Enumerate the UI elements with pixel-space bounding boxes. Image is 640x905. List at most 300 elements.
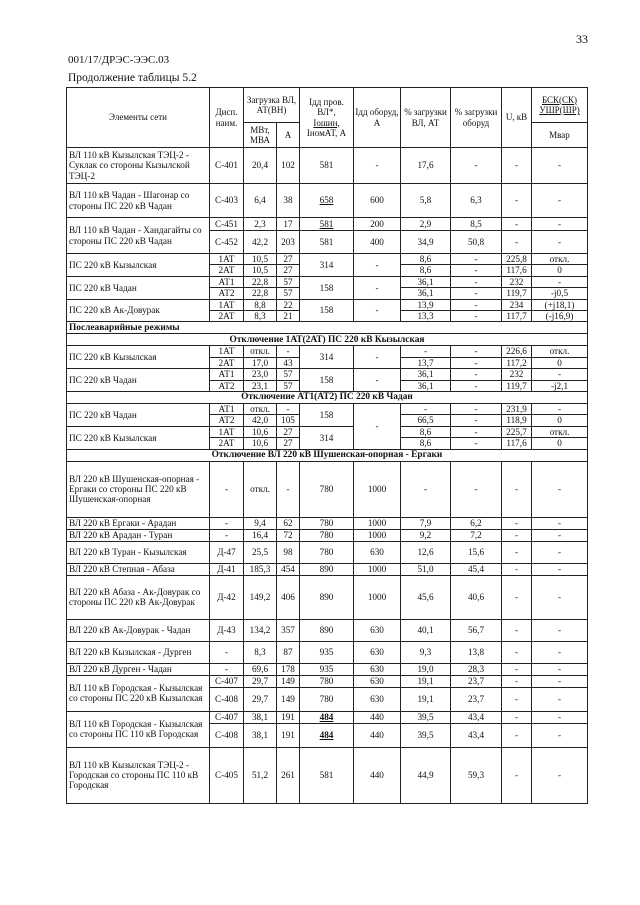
- cell-idd-prov: 581: [300, 218, 354, 231]
- cell-load-a: 57: [277, 288, 300, 299]
- table-row: [67, 541, 588, 563]
- cell-pct-obor: 59,3: [451, 747, 502, 803]
- cell-idd-obor: 630: [354, 687, 401, 711]
- cell-bsk: -: [532, 723, 588, 747]
- cell-element: ВЛ 220 кВ Туран - Кызылская: [67, 541, 210, 563]
- cell-element: ВЛ 220 кВ Ак-Довурак - Чадан: [67, 619, 210, 641]
- cell-pct-vl: -: [401, 346, 451, 357]
- cell-idd-prov: 780: [300, 529, 354, 541]
- cell-idd-obor: 200: [354, 218, 401, 231]
- cell-idd-obor: 630: [354, 541, 401, 563]
- cell-bsk: -: [532, 231, 588, 254]
- cell-bsk: -: [532, 619, 588, 641]
- cell-pct-obor: -: [451, 369, 502, 380]
- cell-load-mw: 25,5: [244, 541, 277, 563]
- cell-u: 119,7: [502, 288, 532, 299]
- cell-element: ВЛ 220 кВ Арадан - Туран: [67, 529, 210, 541]
- cell-pct-obor: 56,7: [451, 619, 502, 641]
- cell-idd-obor: 1000: [354, 517, 401, 529]
- cell-load-a: -: [277, 404, 300, 415]
- cell-load-a: 406: [277, 575, 300, 619]
- cell-idd-obor: -: [354, 276, 401, 299]
- cell-pct-obor: -: [451, 426, 502, 437]
- cell-pct-vl: 17,6: [401, 148, 451, 184]
- cell-bsk: 0: [532, 265, 588, 276]
- cell-disp: -: [210, 529, 244, 541]
- cell-element: ВЛ 220 кВ Ергаки - Арадан: [67, 517, 210, 529]
- cell-bsk: -: [532, 404, 588, 415]
- cell-disp: С-407: [210, 711, 244, 723]
- cell-pct-obor: -: [451, 380, 502, 391]
- cell-element: ВЛ 110 кВ Городская - Кызылская со стороны ПС 110 кВ Городская: [67, 711, 210, 747]
- cell-load-mw: 42,0: [244, 415, 277, 426]
- cell-disp: 2АТ: [210, 357, 244, 368]
- cell-bsk: 0: [532, 357, 588, 368]
- cell-disp: -: [210, 517, 244, 529]
- cell-load-mw: 8,8: [244, 299, 277, 310]
- section-row: [67, 449, 588, 461]
- cell-u: 226,6: [502, 346, 532, 357]
- cell-pct-obor: 6,3: [451, 184, 502, 218]
- cell-u: -: [502, 619, 532, 641]
- cell-pct-vl: 39,5: [401, 711, 451, 723]
- cell-load-a: 27: [277, 265, 300, 276]
- cell-load-a: 105: [277, 415, 300, 426]
- cell-load-a: 43: [277, 357, 300, 368]
- cell-pct-vl: 51,0: [401, 563, 451, 575]
- cell-load-a: 27: [277, 254, 300, 265]
- cell-bsk: -: [532, 711, 588, 723]
- cell-disp: С-451: [210, 218, 244, 231]
- cell-pct-vl: 40,1: [401, 619, 451, 641]
- cell-disp: 2АТ: [210, 311, 244, 322]
- cell-pct-obor: 15,6: [451, 541, 502, 563]
- cell-pct-obor: -: [451, 276, 502, 287]
- cell-disp: АТ1: [210, 369, 244, 380]
- table-row: [67, 148, 588, 184]
- cell-load-a: 102: [277, 148, 300, 184]
- cell-bsk: -: [532, 675, 588, 687]
- cell-idd-prov: 158: [300, 404, 354, 427]
- cell-load-mw: 29,7: [244, 687, 277, 711]
- cell-load-mw: 2,3: [244, 218, 277, 231]
- cell-element: ВЛ 220 кВ Кызылская - Дурген: [67, 641, 210, 663]
- cell-load-mw: 20,4: [244, 148, 277, 184]
- cell-idd-prov: 581: [300, 231, 354, 254]
- cell-load-a: 178: [277, 663, 300, 675]
- cell-load-mw: 10,5: [244, 265, 277, 276]
- cell-u: 231,9: [502, 404, 532, 415]
- cell-idd-obor: 1000: [354, 529, 401, 541]
- cell-u: 225,8: [502, 254, 532, 265]
- cell-pct-obor: -: [451, 311, 502, 322]
- cell-pct-vl: 39,5: [401, 723, 451, 747]
- cell-u: -: [502, 517, 532, 529]
- header-idd-obor: Iдд оборуд, А: [354, 88, 401, 148]
- cell-u: 232: [502, 369, 532, 380]
- cell-u: 119,7: [502, 380, 532, 391]
- cell-load-a: 357: [277, 619, 300, 641]
- cell-pct-vl: 5,8: [401, 184, 451, 218]
- cell-bsk: откл.: [532, 346, 588, 357]
- cell-load-a: 454: [277, 563, 300, 575]
- table-body: [67, 148, 588, 804]
- cell-pct-obor: 13,8: [451, 641, 502, 663]
- cell-load-a: 27: [277, 426, 300, 437]
- cell-element: ВЛ 110 кВ Кызылская ТЭЦ-2 - Суклак со стороны Кызылской ТЭЦ-2: [67, 148, 210, 184]
- cell-pct-obor: -: [451, 265, 502, 276]
- cell-u: -: [502, 723, 532, 747]
- cell-bsk: 0: [532, 415, 588, 426]
- cell-load-mw: откл.: [244, 404, 277, 415]
- cell-load-a: -: [277, 346, 300, 357]
- cell-pct-vl: 8,6: [401, 265, 451, 276]
- cell-pct-obor: -: [451, 346, 502, 357]
- header-load-mw: МВт, МВА: [244, 123, 277, 148]
- cell-disp: -: [210, 461, 244, 517]
- cell-bsk: -: [532, 218, 588, 231]
- cell-u: 118,9: [502, 415, 532, 426]
- cell-disp: АТ2: [210, 288, 244, 299]
- cell-disp: 1АТ: [210, 254, 244, 265]
- section-row: [67, 392, 588, 404]
- cell-disp: С-401: [210, 148, 244, 184]
- section-row: [67, 322, 588, 334]
- header-load: Загрузка ВЛ, АТ(ВН): [244, 88, 300, 123]
- cell-idd-obor: 1000: [354, 461, 401, 517]
- cell-load-mw: 9,4: [244, 517, 277, 529]
- header-load-a: А: [277, 123, 300, 148]
- cell-element: ВЛ 110 кВ Городская - Кызылская со стороны ПС 220 кВ Кызылская: [67, 675, 210, 711]
- cell-bsk: -: [532, 148, 588, 184]
- cell-load-a: 149: [277, 687, 300, 711]
- cell-idd-obor: 1000: [354, 575, 401, 619]
- cell-idd-prov: 890: [300, 563, 354, 575]
- cell-bsk: (-j16,9): [532, 311, 588, 322]
- cell-pct-vl: 9,3: [401, 641, 451, 663]
- cell-pct-vl: 12,6: [401, 541, 451, 563]
- table-row: [67, 641, 588, 663]
- cell-pct-obor: -: [451, 461, 502, 517]
- cell-bsk: -j0,5: [532, 288, 588, 299]
- cell-load-a: 149: [277, 675, 300, 687]
- table-row: [67, 461, 588, 517]
- cell-load-mw: 16,4: [244, 529, 277, 541]
- cell-disp: Д-41: [210, 563, 244, 575]
- cell-disp: Д-47: [210, 541, 244, 563]
- cell-element: ВЛ 220 кВ Степная - Абаза: [67, 563, 210, 575]
- cell-idd-prov: 484: [300, 711, 354, 723]
- cell-pct-obor: -: [451, 415, 502, 426]
- cell-pct-vl: 8,6: [401, 254, 451, 265]
- header-idd-prov: [300, 88, 354, 148]
- cell-load-mw: 149,2: [244, 575, 277, 619]
- cell-idd-prov: 158: [300, 369, 354, 392]
- cell-u: -: [502, 563, 532, 575]
- cell-idd-obor: 630: [354, 663, 401, 675]
- cell-pct-obor: 23,7: [451, 687, 502, 711]
- cell-idd-prov: 314: [300, 346, 354, 369]
- section-title: Послеаварийные режимы: [67, 322, 588, 334]
- cell-disp: С-408: [210, 723, 244, 747]
- cell-load-a: 38: [277, 184, 300, 218]
- load-table: [66, 87, 588, 804]
- table-row: [67, 218, 588, 231]
- cell-pct-vl: 19,0: [401, 663, 451, 675]
- cell-disp: С-407: [210, 675, 244, 687]
- header-bsk: БСК(СК) УШР(ШР): [532, 88, 588, 123]
- cell-load-a: 17: [277, 218, 300, 231]
- table-row: [67, 711, 588, 723]
- cell-load-a: 22: [277, 299, 300, 310]
- cell-load-a: 87: [277, 641, 300, 663]
- cell-disp: С-452: [210, 231, 244, 254]
- cell-element: ВЛ 110 кВ Чадан - Хандагайты со стороны ПС 220 кВ Чадан: [67, 218, 210, 254]
- cell-load-mw: 23,1: [244, 380, 277, 391]
- cell-bsk: -: [532, 747, 588, 803]
- cell-bsk: откл.: [532, 254, 588, 265]
- cell-disp: АТ1: [210, 276, 244, 287]
- cell-u: -: [502, 184, 532, 218]
- cell-u: 232: [502, 276, 532, 287]
- cell-load-a: -: [277, 461, 300, 517]
- cell-load-mw: 22,8: [244, 276, 277, 287]
- cell-pct-obor: 40,6: [451, 575, 502, 619]
- cell-element: ПС 220 кВ Кызылская: [67, 254, 210, 277]
- cell-element: ВЛ 110 кВ Кызылская ТЭЦ-2 - Городская со стороны ПС 110 кВ Городская: [67, 747, 210, 803]
- cell-pct-vl: 8,6: [401, 426, 451, 437]
- cell-load-mw: 51,2: [244, 747, 277, 803]
- cell-load-mw: откл.: [244, 346, 277, 357]
- cell-idd-prov: 780: [300, 675, 354, 687]
- cell-bsk: -: [532, 461, 588, 517]
- cell-load-a: 27: [277, 438, 300, 449]
- cell-pct-obor: -: [451, 288, 502, 299]
- cell-idd-obor: 440: [354, 711, 401, 723]
- header-bsk-unit: Мвар: [532, 123, 588, 148]
- table-row: [67, 184, 588, 218]
- cell-idd-obor: -: [354, 404, 401, 450]
- cell-u: -: [502, 148, 532, 184]
- cell-pct-vl: 8,6: [401, 438, 451, 449]
- cell-load-mw: 23,0: [244, 369, 277, 380]
- cell-bsk: -: [532, 563, 588, 575]
- cell-load-a: 57: [277, 369, 300, 380]
- cell-load-mw: 8,3: [244, 641, 277, 663]
- cell-idd-prov: 658: [300, 184, 354, 218]
- cell-bsk: -: [532, 276, 588, 287]
- cell-u: -: [502, 529, 532, 541]
- cell-bsk: 0: [532, 438, 588, 449]
- table-row: [67, 299, 588, 310]
- cell-idd-prov: 158: [300, 276, 354, 299]
- cell-bsk: -: [532, 641, 588, 663]
- cell-idd-prov: 780: [300, 517, 354, 529]
- cell-element: ПС 220 кВ Ак-Довурак: [67, 299, 210, 322]
- cell-pct-obor: 6,2: [451, 517, 502, 529]
- cell-pct-obor: -: [451, 438, 502, 449]
- cell-pct-obor: -: [451, 299, 502, 310]
- cell-load-mw: откл.: [244, 461, 277, 517]
- cell-load-a: 203: [277, 231, 300, 254]
- cell-bsk: -: [532, 184, 588, 218]
- cell-disp: 1АТ: [210, 299, 244, 310]
- cell-idd-obor: 1000: [354, 563, 401, 575]
- cell-load-a: 62: [277, 517, 300, 529]
- cell-idd-obor: 440: [354, 747, 401, 803]
- cell-disp: С-408: [210, 687, 244, 711]
- cell-disp: С-405: [210, 747, 244, 803]
- cell-load-mw: 185,3: [244, 563, 277, 575]
- table-row: [67, 254, 588, 265]
- cell-disp: 1АТ: [210, 346, 244, 357]
- cell-pct-vl: 36,1: [401, 276, 451, 287]
- cell-bsk: -: [532, 517, 588, 529]
- cell-idd-prov: 780: [300, 687, 354, 711]
- cell-bsk: -: [532, 369, 588, 380]
- cell-element: ВЛ 110 кВ Чадан - Шагонар со стороны ПС 220 кВ Чадан: [67, 184, 210, 218]
- cell-bsk: -: [532, 575, 588, 619]
- cell-idd-prov: 890: [300, 575, 354, 619]
- cell-pct-vl: 45,6: [401, 575, 451, 619]
- cell-disp: АТ1: [210, 404, 244, 415]
- cell-pct-vl: -: [401, 461, 451, 517]
- cell-disp: С-403: [210, 184, 244, 218]
- cell-load-mw: 8,3: [244, 311, 277, 322]
- cell-pct-obor: -: [451, 357, 502, 368]
- table-row: [67, 426, 588, 437]
- cell-pct-vl: 44,9: [401, 747, 451, 803]
- cell-u: -: [502, 641, 532, 663]
- cell-disp: -: [210, 641, 244, 663]
- cell-idd-obor: -: [354, 148, 401, 184]
- cell-element: ПС 220 кВ Чадан: [67, 369, 210, 392]
- cell-u: -: [502, 687, 532, 711]
- cell-pct-vl: 13,7: [401, 357, 451, 368]
- cell-u: 225,7: [502, 426, 532, 437]
- cell-element: ПС 220 кВ Кызылская: [67, 426, 210, 449]
- cell-element: ВЛ 220 кВ Дурген - Чадан: [67, 663, 210, 675]
- cell-pct-obor: 7,2: [451, 529, 502, 541]
- cell-pct-vl: 7,9: [401, 517, 451, 529]
- cell-pct-obor: -: [451, 148, 502, 184]
- cell-load-a: 191: [277, 723, 300, 747]
- cell-load-mw: 17,0: [244, 357, 277, 368]
- cell-u: 117,6: [502, 438, 532, 449]
- header-pct-vl: % загрузки ВЛ, АТ: [401, 88, 451, 148]
- document-code: 001/17/ДРЭС-ЭЭС.03: [68, 54, 170, 66]
- table-row: [67, 663, 588, 675]
- cell-pct-vl: 36,1: [401, 288, 451, 299]
- section-row: [67, 334, 588, 346]
- cell-load-a: 98: [277, 541, 300, 563]
- section-title: Отключение 1АТ(2АТ) ПС 220 кВ Кызылская: [67, 334, 588, 346]
- cell-pct-vl: 19,1: [401, 675, 451, 687]
- table-row: [67, 404, 588, 415]
- cell-u: -: [502, 747, 532, 803]
- cell-load-a: 21: [277, 311, 300, 322]
- cell-load-mw: 10,6: [244, 438, 277, 449]
- cell-bsk: -: [532, 529, 588, 541]
- cell-pct-obor: 8,5: [451, 218, 502, 231]
- cell-load-a: 57: [277, 276, 300, 287]
- cell-bsk: -: [532, 663, 588, 675]
- cell-pct-obor: 50,8: [451, 231, 502, 254]
- cell-u: -: [502, 231, 532, 254]
- cell-idd-obor: 630: [354, 641, 401, 663]
- cell-u: -: [502, 541, 532, 563]
- cell-disp: Д-42: [210, 575, 244, 619]
- cell-element: ПС 220 кВ Кызылская: [67, 346, 210, 369]
- cell-disp: Д-43: [210, 619, 244, 641]
- cell-disp: 2АТ: [210, 265, 244, 276]
- header-elements: Элементы сети: [67, 88, 210, 148]
- header-pct-obor: % загрузки оборуд: [451, 88, 502, 148]
- cell-idd-prov: 581: [300, 747, 354, 803]
- cell-load-mw: 10,6: [244, 426, 277, 437]
- cell-idd-obor: -: [354, 254, 401, 277]
- header-idd-prov-b: Iошин,: [313, 117, 340, 128]
- cell-bsk: -: [532, 541, 588, 563]
- cell-pct-obor: -: [451, 404, 502, 415]
- cell-idd-prov: 935: [300, 641, 354, 663]
- cell-u: 117,2: [502, 357, 532, 368]
- cell-bsk: -j2,1: [532, 380, 588, 391]
- cell-pct-vl: 66,5: [401, 415, 451, 426]
- cell-load-a: 261: [277, 747, 300, 803]
- cell-u: -: [502, 461, 532, 517]
- cell-element: ПС 220 кВ Чадан: [67, 276, 210, 299]
- cell-u: -: [502, 675, 532, 687]
- cell-u: -: [502, 711, 532, 723]
- cell-idd-obor: 630: [354, 619, 401, 641]
- cell-idd-prov: 935: [300, 663, 354, 675]
- section-title: Отключение ВЛ 220 кВ Шушенская-опорная - Ергаки: [67, 449, 588, 461]
- cell-pct-vl: 2,9: [401, 218, 451, 231]
- cell-idd-obor: -: [354, 369, 401, 392]
- cell-idd-prov: 314: [300, 426, 354, 449]
- table-row: [67, 369, 588, 380]
- cell-pct-obor: 23,7: [451, 675, 502, 687]
- cell-idd-prov: 780: [300, 461, 354, 517]
- cell-u: -: [502, 218, 532, 231]
- cell-idd-prov: 484: [300, 723, 354, 747]
- table-row: [67, 563, 588, 575]
- cell-load-mw: 42,2: [244, 231, 277, 254]
- table-row: [67, 575, 588, 619]
- cell-idd-obor: 630: [354, 675, 401, 687]
- cell-disp: АТ2: [210, 415, 244, 426]
- cell-load-a: 72: [277, 529, 300, 541]
- cell-pct-obor: 43,4: [451, 723, 502, 747]
- header-idd-prov-a: Iдд пров. ВЛ*,: [309, 96, 344, 117]
- page-number: 33: [576, 32, 588, 46]
- cell-load-mw: 6,4: [244, 184, 277, 218]
- table-row: [67, 276, 588, 287]
- section-title: Отключение АТ1(АТ2) ПС 220 кВ Чадан: [67, 392, 588, 404]
- cell-idd-prov: 890: [300, 619, 354, 641]
- table-row: [67, 747, 588, 803]
- cell-element: ВЛ 220 кВ Абаза - Ак-Довурак со стороны ПС 220 кВ Ак-Довурак: [67, 575, 210, 619]
- header-u: U, кВ: [502, 88, 532, 148]
- cell-u: 234: [502, 299, 532, 310]
- table-caption: Продолжение таблицы 5.2: [68, 72, 197, 84]
- cell-pct-vl: 19,1: [401, 687, 451, 711]
- cell-load-mw: 38,1: [244, 711, 277, 723]
- cell-load-mw: 10,5: [244, 254, 277, 265]
- cell-bsk: откл.: [532, 426, 588, 437]
- header-disp: Дисп. наим.: [210, 88, 244, 148]
